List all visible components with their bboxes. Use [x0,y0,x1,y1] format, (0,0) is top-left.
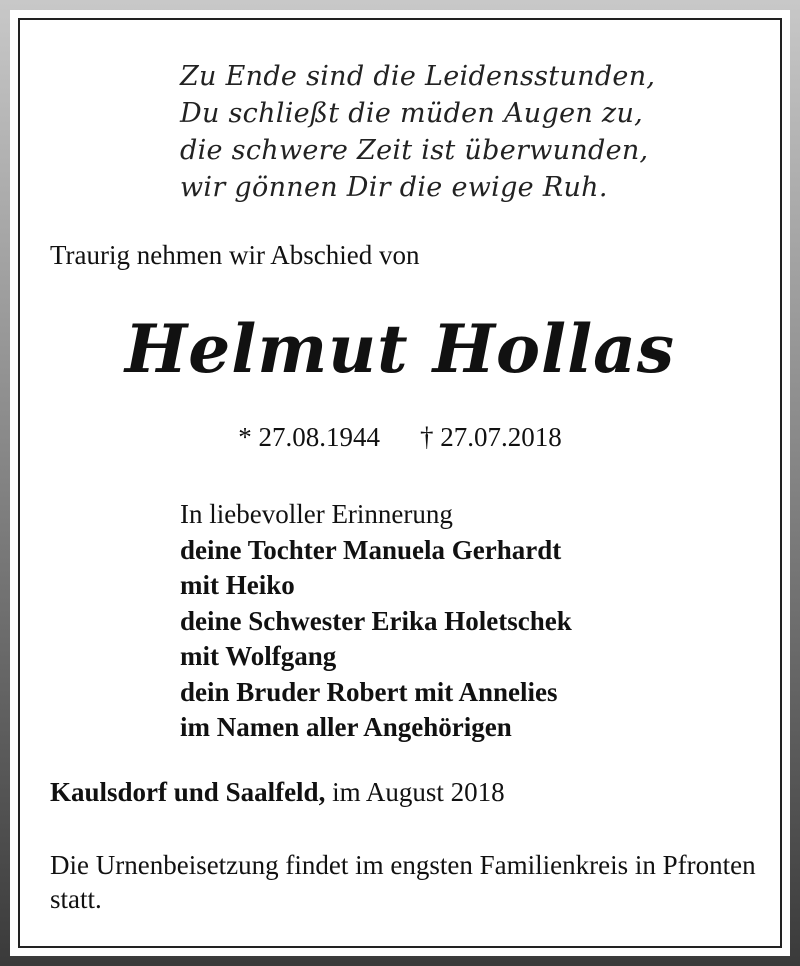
place-and-date [50,777,505,808]
burial-note: Die Urnenbeisetzung findet im engsten Familienkreis in Pfronten statt. [50,850,756,914]
birth-date: * 27.08.1944 [238,422,380,452]
mourners-intro: In liebevoller Erinnerung [180,499,453,529]
mourner-line: deine Tochter Manuela Gerhardt [180,534,562,565]
poem-line: Zu Ende sind die Leidensstunden, [180,61,656,92]
mourner-line: mit Wolfgang [180,641,337,671]
mourner-line: mit Heiko [180,570,295,600]
farewell-intro: Traurig nehmen wir Abschied von [50,240,420,270]
life-dates [10,422,790,453]
mourner-line: dein Bruder Robert mit Annelies [180,676,558,707]
mourner-line: im Namen aller Angehörigen [180,712,512,742]
mourner-line: deine Schwester Erika Holetschek [180,605,572,636]
obituary-card [10,10,790,956]
poem-line: wir gönnen Dir die ewige Ruh. [180,172,608,203]
poem-line: Du schließt die müden Augen zu, [180,98,644,129]
deceased-name: Helmut Hollas [124,310,676,388]
mourners [180,497,572,746]
poem [180,58,680,206]
death-date: † 27.07.2018 [420,422,562,452]
place-location: Kaulsdorf und Saalfeld, [50,777,326,807]
poem-line: die schwere Zeit ist überwunden, [180,135,649,166]
place-date: im August 2018 [332,777,505,807]
